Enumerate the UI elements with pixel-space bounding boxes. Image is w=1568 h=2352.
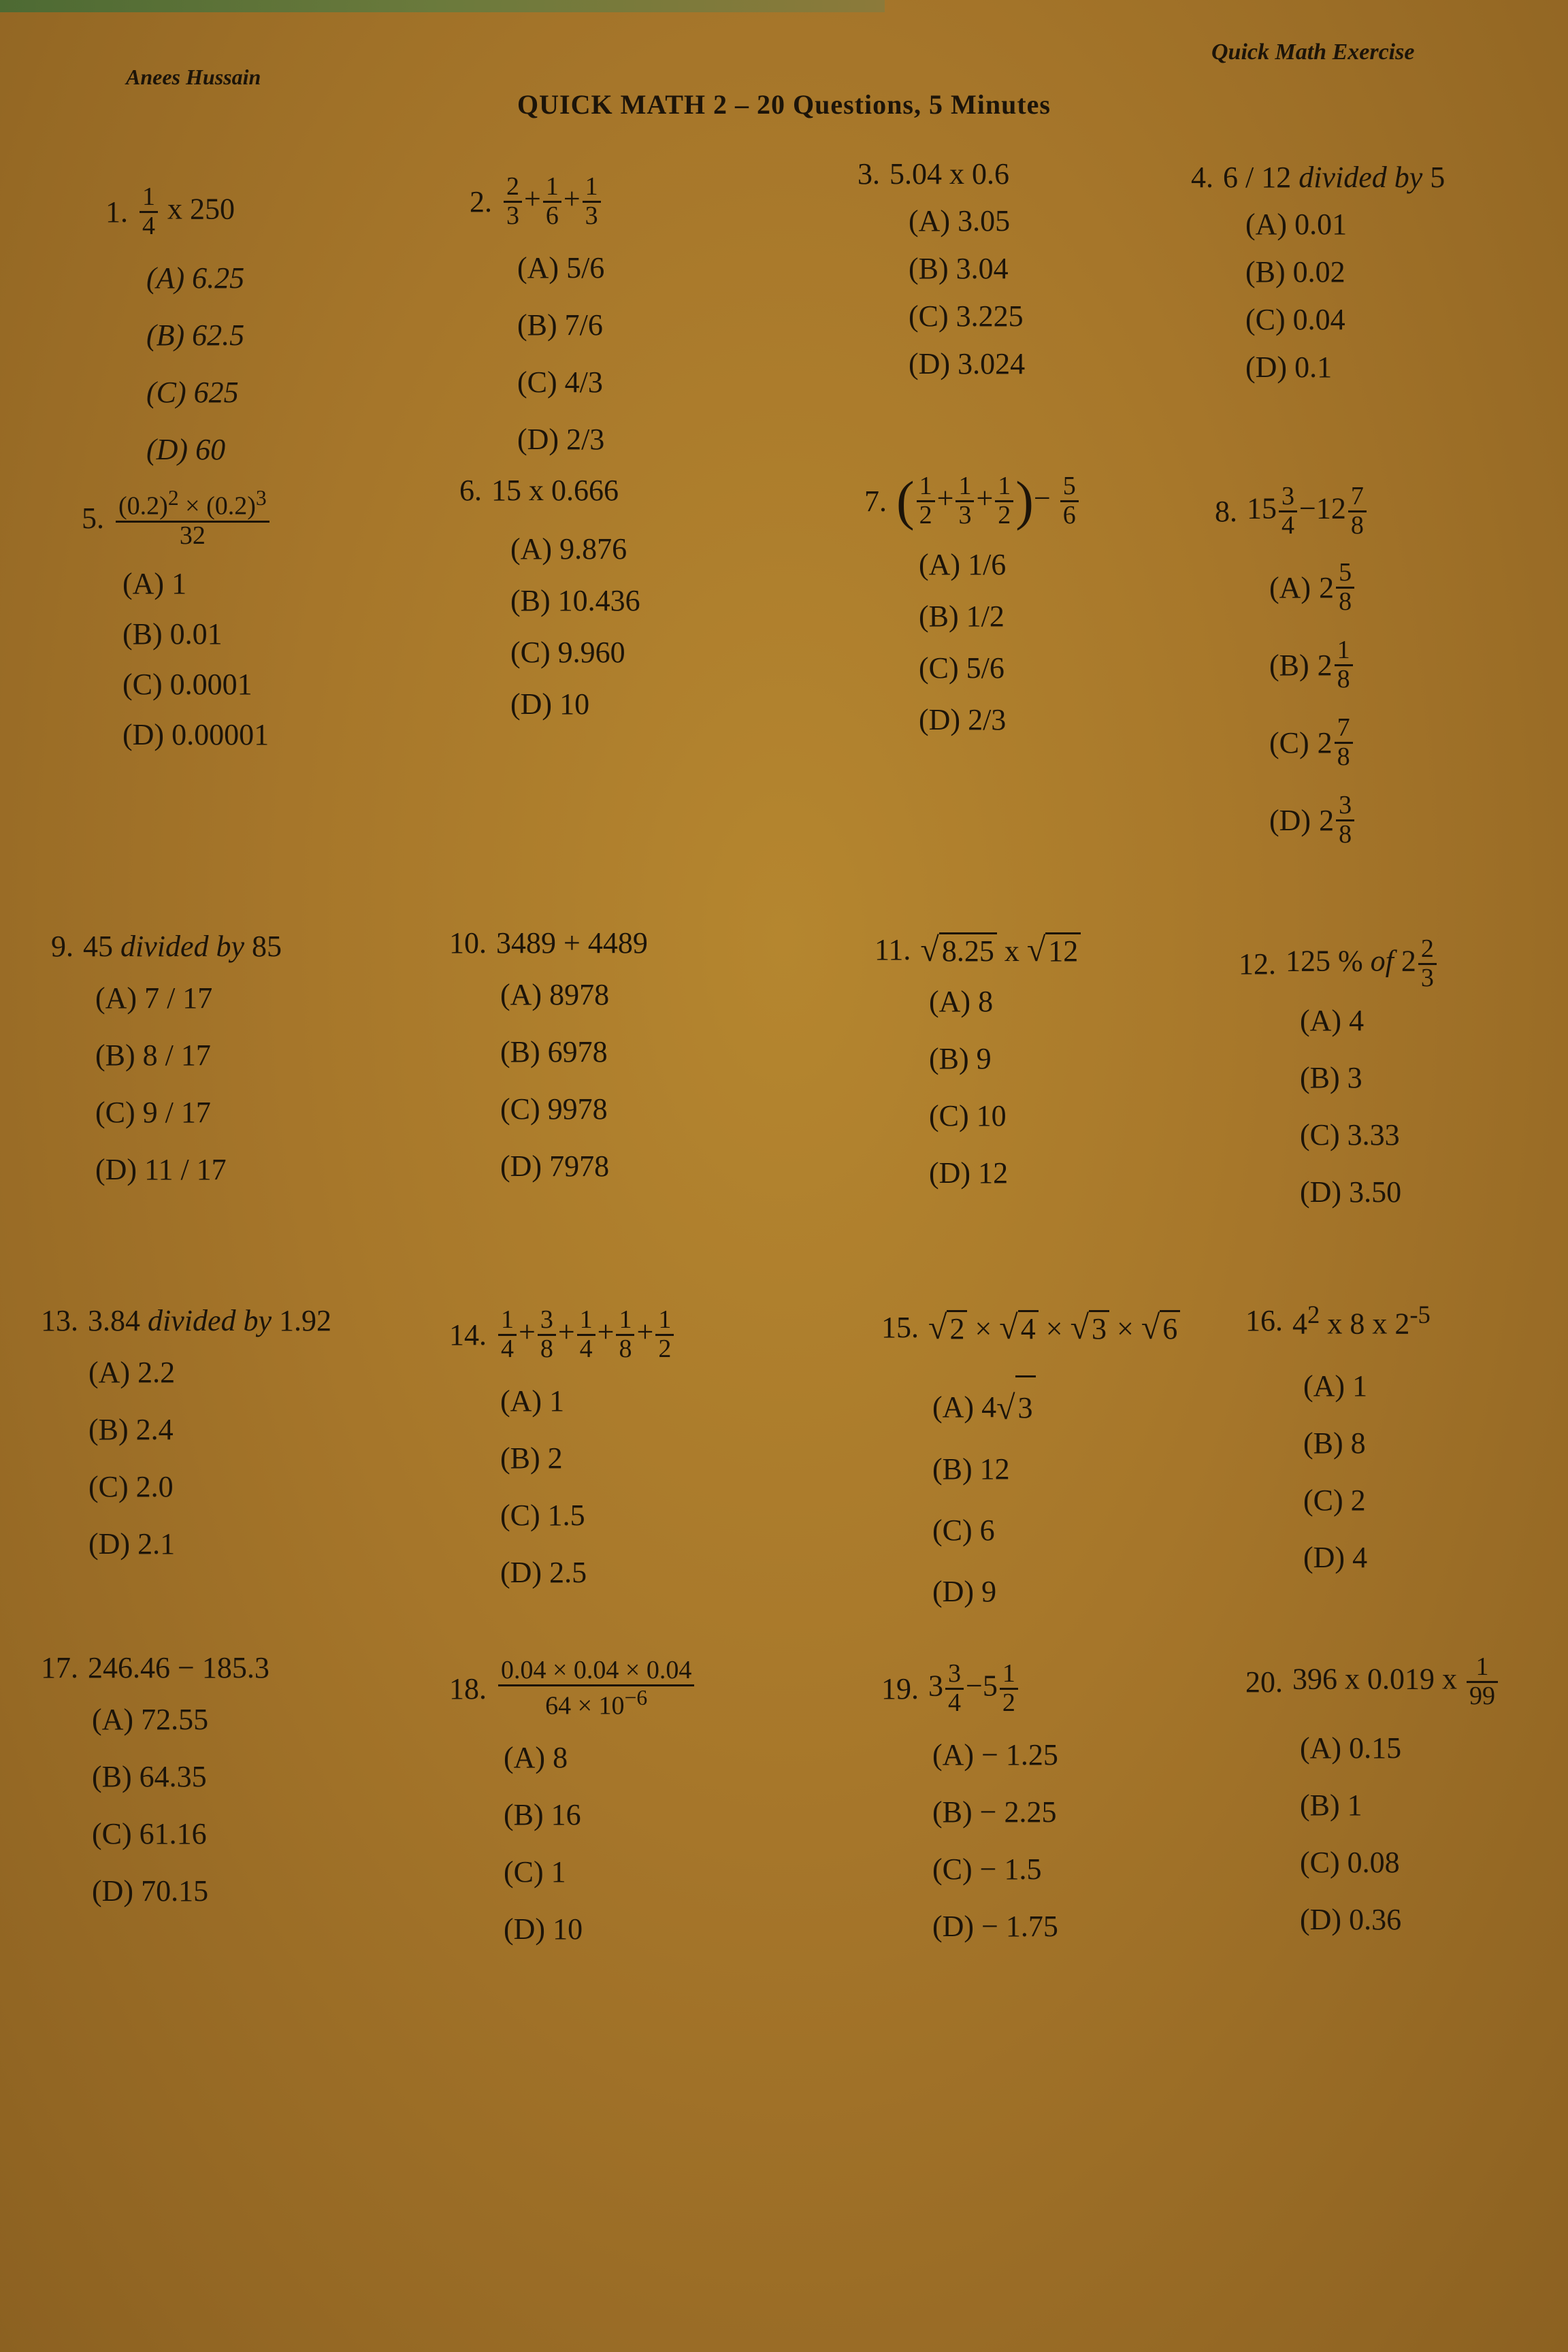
- options-list: [864, 539, 1081, 746]
- option-b: (B) 8 / 17: [95, 1039, 211, 1072]
- question-number: 15.: [881, 1310, 919, 1344]
- option-d: (D) 70.15: [92, 1874, 209, 1908]
- options-list: [1245, 1720, 1500, 1948]
- question-number: 20.: [1245, 1665, 1283, 1699]
- options-list: [82, 559, 272, 760]
- option-b: (B) 2.4: [88, 1413, 174, 1446]
- question-2: [470, 174, 604, 468]
- option-d: (D) 10: [510, 687, 590, 721]
- option-d: (D) 2/3: [919, 702, 1007, 736]
- option-d: (D) 2.5: [500, 1555, 587, 1589]
- option-d: (D) 11 / 17: [95, 1153, 227, 1186]
- option-d: (D) 12: [929, 1156, 1009, 1190]
- option-a: (A) 0.01: [1245, 208, 1348, 241]
- author-name: Anees Hussain: [126, 65, 261, 89]
- option-b: (B) 1/2: [919, 599, 1004, 633]
- question-6: [459, 466, 640, 730]
- question-17: [41, 1644, 270, 1920]
- option-b: (B) 64.35: [92, 1760, 207, 1793]
- question-number: 14.: [449, 1318, 487, 1352]
- option-d: (D) 4: [1303, 1541, 1368, 1574]
- option-c: (C) 0.04: [1245, 303, 1345, 336]
- option-c: (C) 6: [932, 1514, 995, 1547]
- option-b: (B) 6978: [500, 1035, 608, 1068]
- question-number: 4.: [1191, 160, 1213, 194]
- question-text: $\frac{1}{4}$ + $\frac{3}{8}$ + $\frac{1}{4}$ + $\frac{1}{8}$ + $\frac{1}{2}$: [496, 1307, 676, 1363]
- option-c: (C) 0.08: [1300, 1845, 1400, 1879]
- question-1: [105, 184, 244, 478]
- options-list: [41, 1691, 270, 1920]
- question-3: [858, 150, 1025, 388]
- question-number: 19.: [881, 1671, 919, 1705]
- question-text: 3489 + 4489: [496, 926, 648, 960]
- question-text: 45 divided by 85: [83, 929, 282, 963]
- question-7: [864, 473, 1081, 746]
- option-c: (C) 9 / 17: [95, 1096, 211, 1129]
- option-d: (D) − 1.75: [932, 1909, 1058, 1943]
- question-text: √2 × √4 × √3 × √6: [928, 1307, 1180, 1347]
- option-b: (B) 7/6: [517, 308, 603, 342]
- question-text: $\frac{1}{4}$ x 250: [137, 184, 235, 240]
- options-list: [1191, 201, 1445, 391]
- option-c: (C) 2.0: [88, 1470, 174, 1503]
- option-d: (D) 2/3: [517, 422, 605, 456]
- option-b: (B) 0.01: [122, 617, 223, 651]
- option-a: (A) − 1.25: [932, 1737, 1058, 1771]
- option-a: (A) 72.55: [92, 1703, 209, 1736]
- question-9: [51, 922, 282, 1198]
- question-text: 15 $\frac{3}{4}$ −12 $\frac{7}{8}$: [1247, 483, 1369, 540]
- question-text: 396 x 0.019 x $\frac{1}{99}$: [1292, 1654, 1500, 1710]
- option-a: (A) 7 / 17: [95, 981, 213, 1015]
- question-text: √8.25 x √12: [920, 930, 1081, 969]
- question-18: [449, 1657, 696, 1958]
- options-list: [449, 966, 648, 1195]
- option-d: (D) 3.024: [909, 347, 1026, 380]
- worksheet-title: QUICK MATH 2 – 20 Questions, 5 Minutes: [517, 89, 1051, 120]
- question-text: 6 / 12 divided by 5: [1223, 160, 1446, 194]
- option-b: (B) 9: [929, 1042, 992, 1075]
- option-c: (C) 3.225: [909, 299, 1024, 333]
- option-a: (A) 2 $\frac{5}{8}$: [1269, 549, 1369, 627]
- option-c: (C) 1.5: [500, 1498, 585, 1532]
- option-c: (C) 9978: [500, 1092, 608, 1126]
- option-d: (D) 9: [932, 1575, 997, 1608]
- option-d: (D) 0.00001: [122, 718, 270, 752]
- question-4: [1191, 153, 1445, 391]
- options-list: [881, 1727, 1058, 1955]
- option-a: (A) 4: [1300, 1003, 1365, 1037]
- options-list: [875, 973, 1081, 1202]
- question-number: 8.: [1215, 494, 1237, 528]
- question-16: [1245, 1296, 1431, 1586]
- option-d: (D) 10: [504, 1912, 583, 1946]
- options-list: [1215, 549, 1369, 860]
- option-b: (B) 2 $\frac{1}{8}$: [1269, 627, 1369, 704]
- options-list: [470, 240, 604, 468]
- question-number: 18.: [449, 1671, 487, 1705]
- option-d: (D) 2.1: [88, 1527, 176, 1561]
- question-14: [449, 1307, 676, 1601]
- question-text: 246.46 − 185.3: [88, 1650, 270, 1684]
- option-b: (B) 12: [932, 1452, 1010, 1486]
- question-number: 9.: [51, 929, 74, 963]
- options-list: [459, 523, 640, 730]
- question-text: 125 % of 2 $\frac{2}{3}$: [1286, 936, 1439, 992]
- question-text: $4^2$ x 8 x $2^{-5}$: [1292, 1300, 1431, 1341]
- question-number: 17.: [41, 1650, 78, 1684]
- option-d: (D) 2 $\frac{3}{8}$: [1269, 782, 1369, 860]
- question-number: 11.: [875, 932, 911, 966]
- option-c: (C) 10: [929, 1099, 1007, 1132]
- option-c: (C) 1: [504, 1855, 566, 1889]
- option-c: (C) 61.16: [92, 1817, 207, 1850]
- option-d: (D) 60: [146, 432, 226, 466]
- options-list: [51, 970, 282, 1198]
- option-a: (A) 8: [929, 985, 994, 1018]
- question-12: [1239, 936, 1439, 1221]
- option-d: (D) 0.36: [1300, 1902, 1402, 1936]
- question-text: 3 $\frac{3}{4}$ −5 $\frac{1}{2}$: [928, 1661, 1020, 1717]
- question-text: 15 x 0.666: [491, 473, 619, 507]
- question-number: 12.: [1239, 947, 1276, 981]
- question-text: $\frac{(0.2)^2 \times (0.2)^3}{32}$: [114, 487, 272, 549]
- question-15: [881, 1303, 1180, 1622]
- options-list: [41, 1344, 331, 1573]
- question-text: ( $\frac{1}{2}$ + $\frac{1}{3}$ + $\frac{1}{2}$ )− $\frac{5}{6}$: [896, 473, 1081, 529]
- option-b: (B) 3.04: [909, 252, 1009, 285]
- question-text: $\frac{2}{3}$ + $\frac{1}{6}$ + $\frac{1}{3}$: [502, 174, 603, 230]
- option-c: (C) 0.0001: [122, 668, 252, 702]
- option-c: (C) 3.33: [1300, 1117, 1400, 1152]
- option-c: (C) 2 $\frac{7}{8}$: [1269, 704, 1369, 782]
- question-8: [1215, 483, 1369, 860]
- option-a: (A) 8978: [500, 978, 610, 1011]
- question-10: [449, 919, 648, 1195]
- option-a: (A) 5/6: [517, 250, 605, 284]
- option-d: (D) 0.1: [1245, 350, 1333, 384]
- option-a: (A) 1/6: [919, 547, 1007, 581]
- question-text: $\frac{0.04 \times 0.04 \times 0.04}{64 \times 10^{-6}}$: [496, 1657, 696, 1720]
- option-a: (A) 1: [122, 567, 187, 601]
- option-b: (B) − 2.25: [932, 1795, 1057, 1829]
- option-b: (B) 1: [1300, 1788, 1362, 1822]
- options-list: [1245, 1358, 1431, 1586]
- exercise-label: Quick Math Exercise: [1211, 39, 1415, 65]
- option-b: (B) 8: [1303, 1426, 1366, 1460]
- question-number: 3.: [858, 157, 880, 191]
- option-c: (C) 5/6: [919, 651, 1004, 685]
- option-c: (C) − 1.5: [932, 1852, 1042, 1886]
- question-text: 3.84 divided by 1.92: [88, 1303, 332, 1337]
- options-list: [449, 1373, 676, 1601]
- option-b: (B) 62.5: [146, 318, 245, 352]
- question-19: [881, 1661, 1058, 1955]
- photo-edge-strip: [0, 0, 885, 12]
- option-a: (A) 4 √ 3: [932, 1375, 1180, 1439]
- option-a: (A) 8: [504, 1741, 568, 1775]
- options-list: [858, 197, 1025, 388]
- option-c: (C) 625: [146, 375, 239, 409]
- option-b: (B) 0.02: [1245, 255, 1345, 289]
- question-text: 5.04 x 0.6: [889, 157, 1009, 191]
- question-number: 2.: [470, 184, 492, 218]
- option-a: (A) 0.15: [1300, 1731, 1402, 1765]
- question-number: 7.: [864, 484, 887, 518]
- question-number: 16.: [1245, 1303, 1283, 1337]
- question-number: 5.: [82, 501, 104, 535]
- question-5: [82, 487, 272, 760]
- option-a: (A) 3.05: [909, 204, 1011, 238]
- options-list: [449, 1729, 696, 1958]
- option-d: (D) 7978: [500, 1149, 610, 1183]
- option-a: (A) 1: [1303, 1369, 1368, 1403]
- option-a: (A) 6.25: [146, 261, 245, 295]
- option-c: (C) 2: [1303, 1484, 1366, 1517]
- option-c: (C) 9.960: [510, 636, 625, 669]
- option-a: (A) 9.876: [510, 532, 627, 566]
- option-a: (A) 1: [500, 1384, 565, 1418]
- options-list: [881, 1375, 1180, 1622]
- option-b: (B) 16: [504, 1798, 581, 1832]
- option-b: (B) 3: [1300, 1060, 1362, 1094]
- options-list: [1239, 992, 1439, 1221]
- question-number: 6.: [459, 473, 482, 507]
- option-b: (B) 2: [500, 1441, 563, 1475]
- question-11: [875, 926, 1081, 1202]
- question-20: [1245, 1654, 1500, 1948]
- option-b: (B) 10.436: [510, 584, 640, 617]
- option-c: (C) 4/3: [517, 365, 603, 399]
- question-number: 1.: [105, 195, 128, 229]
- question-number: 13.: [41, 1303, 78, 1337]
- question-13: [41, 1296, 331, 1573]
- option-a: (A) 2.2: [88, 1356, 176, 1389]
- question-number: 10.: [449, 926, 487, 960]
- options-list: [105, 250, 244, 478]
- option-d: (D) 3.50: [1300, 1175, 1402, 1209]
